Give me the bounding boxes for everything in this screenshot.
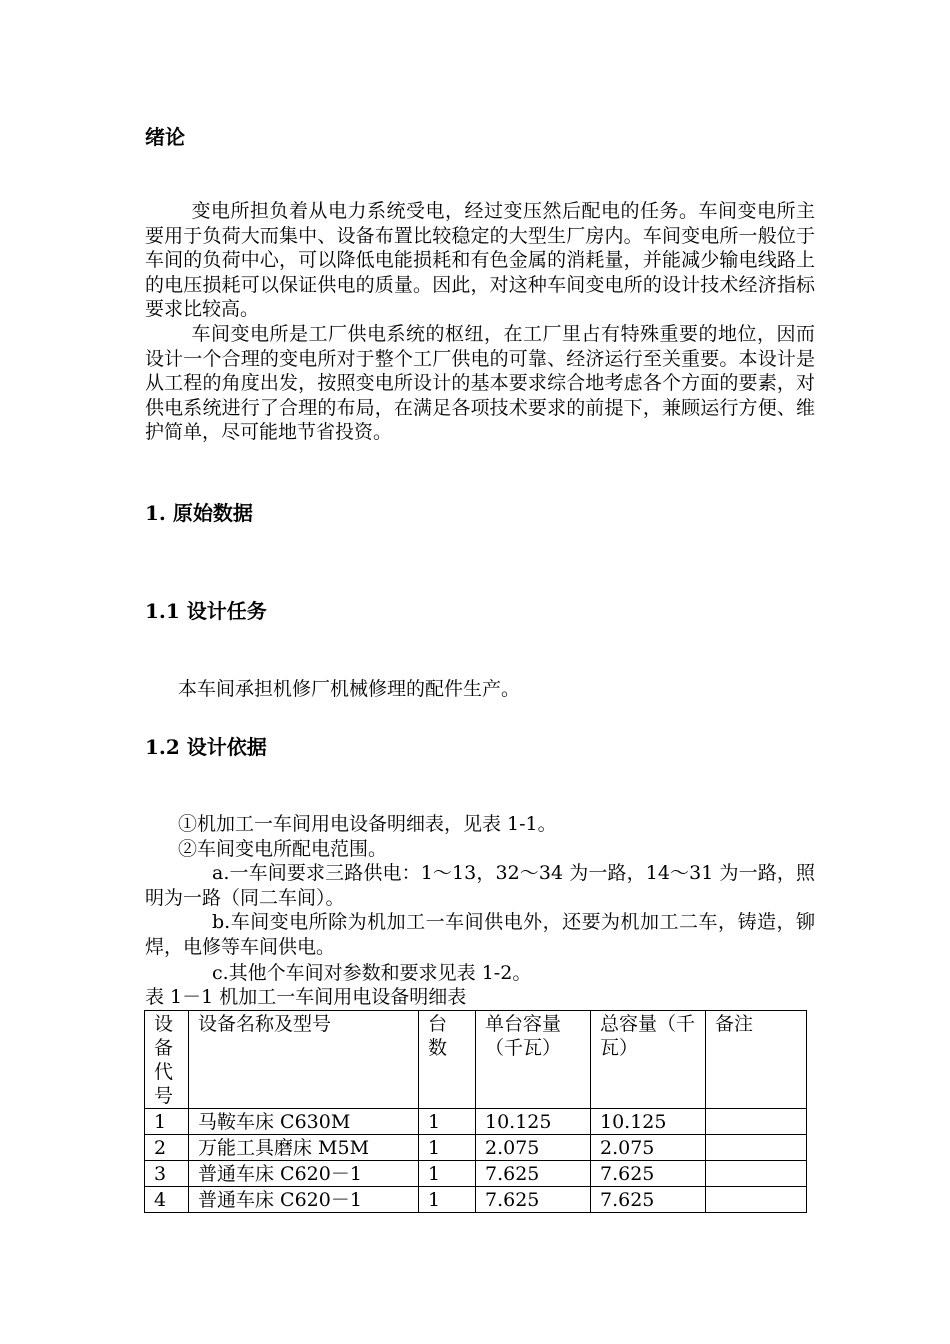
header-code: 设备代号 — [145, 1011, 189, 1109]
cell-total: 7.625 — [591, 1161, 706, 1187]
basis-item-b — [145, 910, 815, 959]
cell-name: 马鞍车床 C630M — [189, 1109, 419, 1135]
cell-total: 2.075 — [591, 1135, 706, 1161]
table-row — [145, 1187, 807, 1213]
basis-item-1: ①机加工一车间用电设备明细表，见表 1-1。 — [178, 813, 557, 835]
header-unit-capacity: 单台容量（千瓦） — [476, 1011, 591, 1109]
section-1-title: 1. 原始数据 — [145, 501, 253, 525]
section-1-2-title: 1.2 设计依据 — [145, 735, 267, 759]
cell-unit: 7.625 — [476, 1161, 591, 1187]
cell-count: 1 — [419, 1161, 476, 1187]
intro-paragraph-2 — [145, 322, 815, 445]
cell-count: 1 — [419, 1135, 476, 1161]
cell-count: 1 — [419, 1187, 476, 1213]
cell-remark — [706, 1109, 807, 1135]
cell-remark — [706, 1161, 807, 1187]
intro-title: 绪论 — [145, 125, 185, 149]
cell-total: 10.125 — [591, 1109, 706, 1135]
table-header-row — [145, 1011, 807, 1109]
cell-remark — [706, 1187, 807, 1213]
intro-paragraph-2-text: 车间变电所是工厂供电系统的枢纽，在工厂里占有特殊重要的地位，因而设计一个合理的变电所对于整个工厂供电的可靠、经济运行至关重要。本设计是从工程的角度出发，按照变电所设计的基本要求综合地考虑各个方面的要素，对供电系统进行了合理的布局，在满足各项技术要求的前提下，兼顾运行方便、维护简单，尽可能地节省投资。 — [145, 323, 815, 444]
basis-item-2: ②车间变电所配电范围。 — [178, 838, 388, 860]
header-remark: 备注 — [706, 1011, 807, 1109]
table-row — [145, 1109, 807, 1135]
basis-item-b-text: b.车间变电所除为机加工一车间供电外，还要为机加工二车，铸造，铆焊，电修等车间供电。 — [145, 911, 815, 958]
cell-unit: 10.125 — [476, 1109, 591, 1135]
header-count: 台数 — [419, 1011, 476, 1109]
cell-code: 4 — [145, 1187, 189, 1213]
intro-paragraph-1 — [145, 199, 815, 322]
cell-unit: 2.075 — [476, 1135, 591, 1161]
header-name: 设备名称及型号 — [189, 1011, 419, 1109]
section-1-1-title: 1.1 设计任务 — [145, 599, 267, 623]
intro-paragraph-1-text: 变电所担负着从电力系统受电，经过变压然后配电的任务。车间变电所主要用于负荷大而集中、设备布置比较稳定的大型生厂房内。车间变电所一般位于车间的负荷中心，可以降低电能损耗和有色金属的消耗量，并能减少输电线路上的电压损耗可以保证供电的质量。因此，对这种车间变电所的设计技术经济指标要求比较高。 — [145, 200, 815, 321]
cell-total: 7.625 — [591, 1187, 706, 1213]
cell-code: 2 — [145, 1135, 189, 1161]
basis-item-c: c.其他个车间对参数和要求见表 1-2。 — [212, 962, 532, 984]
table-row — [145, 1161, 807, 1187]
basis-item-a-text: a.一车间要求三路供电：1～13，32～34 为一路，14～31 为一路，照明为一路（同二车间）。 — [145, 862, 815, 909]
cell-name: 普通车床 C620－1 — [189, 1161, 419, 1187]
header-total-capacity: 总容量（千瓦） — [591, 1011, 706, 1109]
cell-name: 万能工具磨床 M5M — [189, 1135, 419, 1161]
cell-count: 1 — [419, 1109, 476, 1135]
section-1-1-text: 本车间承担机修厂机械修理的配件生产。 — [178, 678, 521, 700]
cell-remark — [706, 1135, 807, 1161]
cell-name: 普通车床 C620－1 — [189, 1187, 419, 1213]
cell-unit: 7.625 — [476, 1187, 591, 1213]
cell-code: 3 — [145, 1161, 189, 1187]
cell-code: 1 — [145, 1109, 189, 1135]
table-row — [145, 1135, 807, 1161]
equipment-table — [144, 1010, 807, 1213]
table-caption: 表 1－1 机加工一车间用电设备明细表 — [145, 986, 467, 1008]
basis-item-a — [145, 861, 815, 910]
